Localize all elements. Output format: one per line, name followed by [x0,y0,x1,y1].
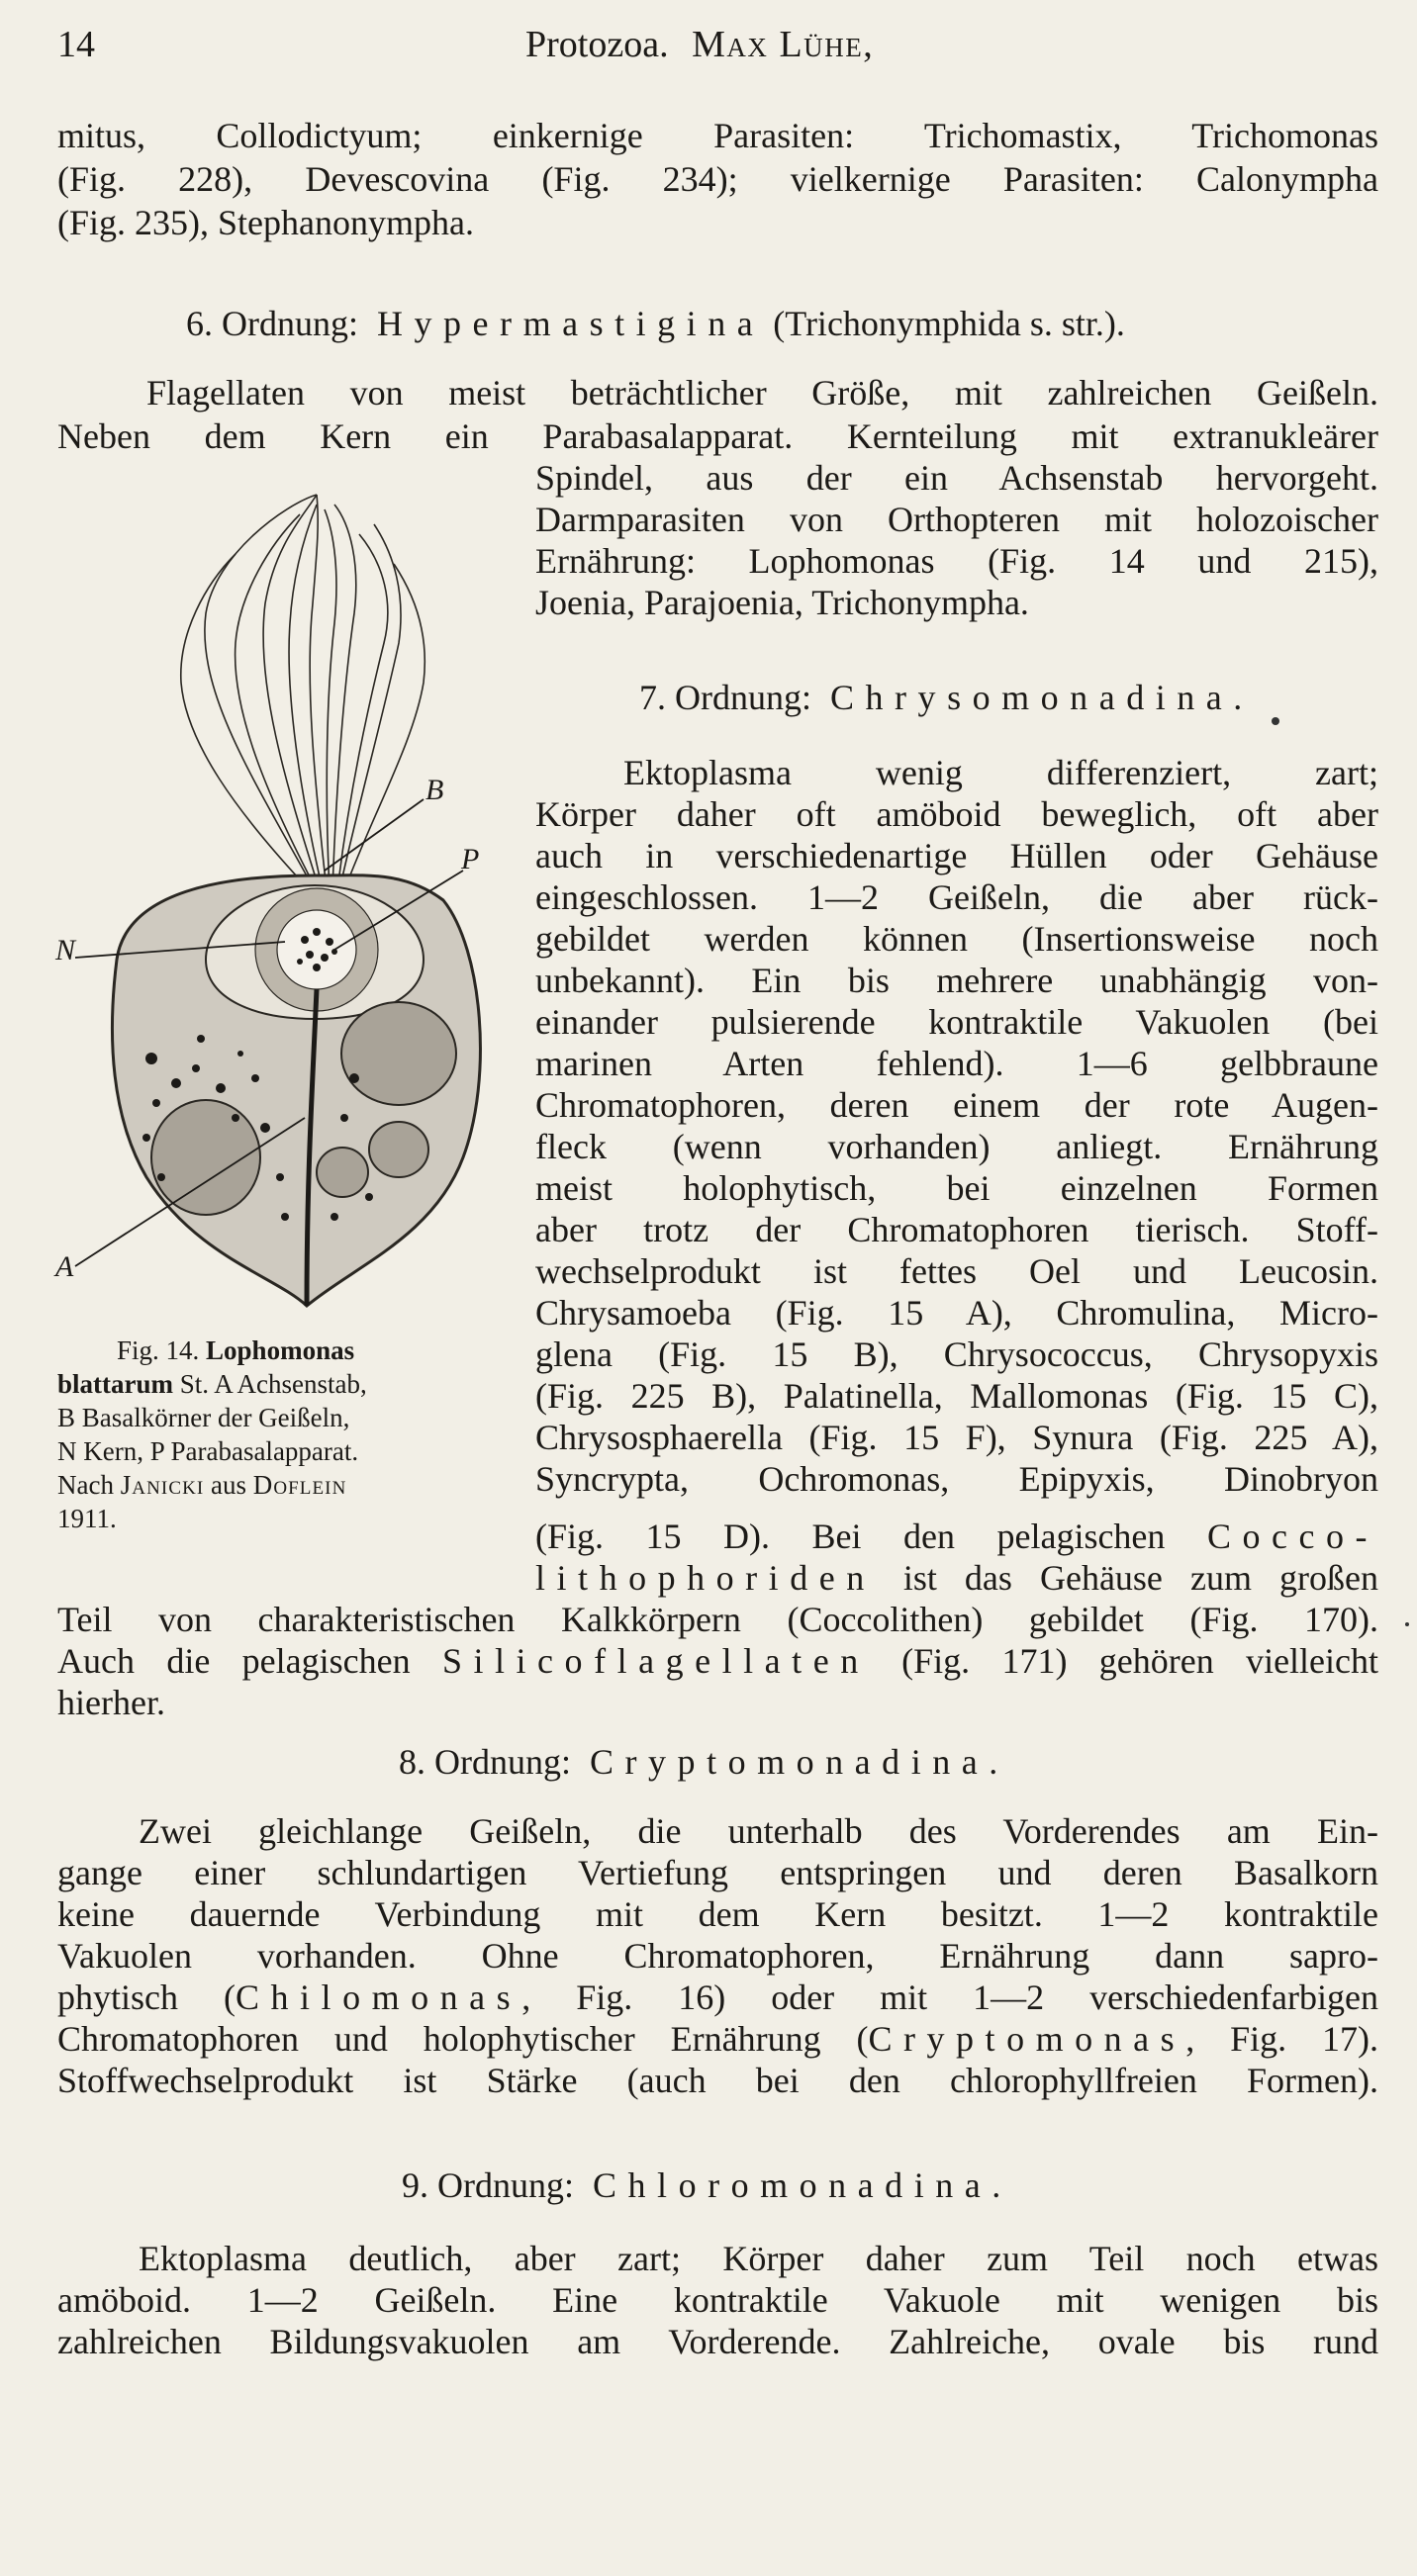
text-line: wechselprodukt ist fettes Oel und Leucosin. [535,1251,1378,1291]
text-line: Syncrypta, Ochromonas, Epipyxis, Dinobryon [535,1459,1378,1499]
text-segment: , Fig. 16) oder mit 1—2 verschiedenfarbigen [521,1978,1378,2017]
text-line: gebildet werden können (Insertionsweise noch [535,919,1378,959]
figure-lophomonas [57,485,493,1316]
caption-line [57,1367,493,1401]
text-line: hierher. [57,1683,165,1722]
text-segment: Auch die pelagischen [57,1641,411,1681]
caption-line: B Basalkörner der Geißeln, [57,1403,350,1432]
section-heading-9 [402,2164,1012,2206]
text-line: glena (Fig. 15 B), Chrysococcus, Chrysopyxis [535,1334,1378,1374]
running-title [525,22,874,67]
text-line: amöboid. 1—2 Geißeln. Eine kontraktile Vakuole mit wenigen bis [57,2280,1378,2320]
caption-species-epithet: blattarum [57,1369,173,1399]
text-segment: ist das Gehäuse zum großen [902,1558,1378,1598]
text-line: Körper daher oft amöboid beweglich, oft aber [535,794,1378,834]
page-number: 14 [57,24,95,65]
text-line: unbekannt). Ein bis mehrere unabhängig von- [535,961,1378,1000]
text-line: Stoffwechselprodukt ist Stärke (auch bei den chlorophyllfreien Formen). [57,2061,1378,2100]
text-segment: , Fig. 17). [1185,2019,1379,2059]
text-line: Chromatophoren, deren einem der rote Augen- [535,1085,1378,1125]
text-line: marinen Arten fehlend). 1—6 gelbbraune [535,1044,1378,1083]
text-line: Ektoplasma wenig differenziert, zart; [623,753,1378,792]
heading-prefix: 6. Ordnung: [186,304,358,343]
text-line: eingeschlossen. 1—2 Geißeln, die aber rück- [535,877,1378,917]
flagella-tuft [181,495,425,890]
text-line: Zwei gleichlange Geißeln, die unterhalb des Vorderendes am Ein- [139,1811,1378,1851]
margin-speck [1272,717,1279,725]
text-line [57,1640,1378,1682]
caption-fig: Fig. 14. [117,1335,200,1365]
text-line: fleck (wenn vorhanden) anliegt. Ernährung [535,1127,1378,1166]
heading-order-name: Chrysomonadina. [830,678,1254,717]
heading-prefix: 9. Ordnung: [402,2165,574,2205]
heading-order-name: Cryptomonadina. [590,1742,1009,1782]
section-heading-7 [639,677,1254,718]
caption-line: N Kern, P Parabasalapparat. [57,1436,359,1466]
emphasized-text: Cryptomonas [868,2019,1186,2059]
heading-suffix: (Trichonymphida s. str.). [773,304,1125,343]
margin-speck [1405,1622,1409,1626]
section-heading-8 [399,1741,1009,1783]
text-line [57,1977,1378,2018]
heading-prefix: 8. Ordnung: [399,1742,571,1782]
caption-author: Doflein [252,1470,347,1500]
caption-line: 1911. [57,1504,117,1533]
emphasized-text: Cocco- [1206,1517,1379,1556]
text-line: zahlreichen Bildungsvakuolen am Vorderende. Zahlreiche, ovale bis rund [57,2322,1378,2361]
text-line [57,2018,1378,2060]
text-line: Neben dem Kern ein Parabasalapparat. Kernteilung mit extranukleärer [57,416,1378,456]
section-heading-6 [186,303,1125,344]
caption-text: aus [211,1470,247,1500]
text-segment: (Fig. 171) gehören vielleicht [901,1641,1379,1681]
text-line: (Fig. 225 B), Palatinella, Mallomonas (Fig. 15 C), [535,1376,1378,1416]
emphasized-text: Silicoflagellaten [441,1641,870,1681]
text-line: meist holophytisch, bei einzelnen Formen [535,1168,1378,1208]
text-line: Chrysamoeba (Fig. 15 A), Chromulina, Micro- [535,1293,1378,1333]
emphasized-text: lithophoriden [535,1558,876,1598]
text-line [535,1516,1378,1557]
text-line: Ektoplasma deutlich, aber zart; Körper daher zum Teil noch etwas [139,2239,1378,2278]
text-line: (Fig. 235), Stephanonympha. [57,203,474,242]
text-line: gange einer schlundartigen Vertiefung entspringen und deren Basalkorn [57,1853,1378,1892]
text-line [535,1557,1378,1599]
caption-line [57,1334,493,1367]
text-line: (Fig. 228), Devescovina (Fig. 234); vielkernige Parasiten: Calonympha [57,159,1378,199]
label-p: P [461,843,480,875]
text-line: Vakuolen vorhanden. Ohne Chromatophoren, Ernährung dann sapro- [57,1936,1378,1976]
text-line: Spindel, aus der ein Achsenstab hervorgeht. [535,458,1378,498]
text-line: aber trotz der Chromatophoren tierisch. Stoff- [535,1210,1378,1249]
emphasized-text: Chilomonas [235,1978,522,2017]
text-line: keine dauernde Verbindung mit dem Kern besitzt. 1—2 kontraktile [57,1894,1378,1934]
text-line: Darmparasiten von Orthopteren mit holozoischer [535,500,1378,539]
caption-line [57,1468,493,1502]
label-b: B [425,774,444,806]
text-line: Joenia, Parajoenia, Trichonympha. [535,583,1029,622]
caption-species: Lophomonas [206,1335,355,1365]
text-line: einander pulsierende kontraktile Vakuolen (bei [535,1002,1378,1042]
caption-text: St. A Achsenstab, [179,1369,367,1399]
caption-text: Nach [57,1470,114,1500]
text-line: mitus, Collodictyum; einkernige Parasiten: Trichomastix, Trichomonas [57,116,1378,155]
text-line: Chrysosphaerella (Fig. 15 F), Synura (Fig. 225 A), [535,1418,1378,1457]
running-title-text: Protozoa. [525,24,669,65]
caption-author: Janicki [120,1470,205,1500]
text-segment: phytisch ( [57,1978,236,2017]
label-n: N [55,934,76,966]
running-author: Max Lühe, [692,24,875,65]
text-line: Ernährung: Lophomonas (Fig. 14 und 215), [535,541,1378,581]
text-segment: (Fig. 15 D). Bei den pelagischen [535,1517,1166,1556]
text-line: Teil von charakteristischen Kalkkörpern (Coccolithen) gebildet (Fig. 170). [57,1600,1378,1639]
text-segment: Chromatophoren und holophytischer Ernährung ( [57,2019,869,2059]
text-line: Flagellaten von meist beträchtlicher Größe, mit zahlreichen Geißeln. [146,373,1378,413]
heading-order-name: Hypermastigina [377,304,765,343]
text-line: auch in verschiedenartige Hüllen oder Gehäuse [535,836,1378,875]
heading-prefix: 7. Ordnung: [639,678,811,717]
label-a: A [55,1250,74,1283]
heading-order-name: Chloromonadina. [593,2165,1012,2205]
